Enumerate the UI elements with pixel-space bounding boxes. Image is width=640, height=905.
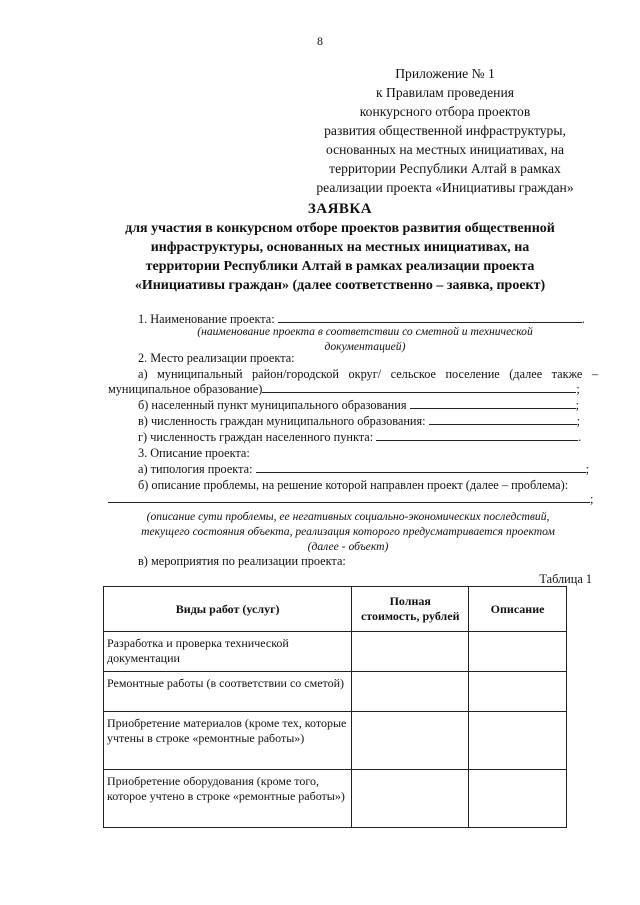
settlement-population-blank[interactable] (376, 429, 578, 441)
header-full-cost (352, 587, 469, 632)
note-line: (описание сути проблемы, ее негативных социально-экономических последствий, (146, 510, 550, 523)
description-cell[interactable] (469, 712, 567, 770)
header-description: Описание (469, 587, 567, 632)
description-cell[interactable] (469, 770, 567, 828)
appendix-line: конкурсного отбора проектов (359, 104, 531, 119)
title-heading: ЗАЯВКА (307, 201, 373, 217)
project-name-blank[interactable] (278, 311, 582, 323)
settlement-row (138, 397, 579, 413)
appendix-line: Приложение № 1 (395, 66, 495, 81)
settlement-blank[interactable] (410, 397, 576, 409)
page-number: 8 (317, 34, 323, 48)
header-full-cost-line: стоимость, рублей (360, 609, 460, 623)
problem-row (108, 491, 593, 507)
note-line: текущего состояния объекта, реализация которого предусматривается проектом (141, 525, 555, 538)
municipality-population-label: в) численность граждан муниципального образования: (138, 414, 426, 428)
problem-note (100, 509, 596, 554)
appendix-line: к Правилам проведения (376, 85, 514, 100)
table-row (104, 712, 567, 770)
title-line: «Инициативы граждан» (далее соответственно – заявка, проект) (134, 278, 546, 293)
cost-cell[interactable] (352, 672, 469, 712)
appendix-line: основанных на местных инициативах, на (325, 142, 565, 157)
title-line: территории Республики Алтай в рамках реализации проекта (145, 259, 535, 274)
work-type-cell: Приобретение материалов (кроме тех, которые учтены в строке «ремонтные работы») (104, 712, 352, 770)
table-row (104, 770, 567, 828)
problem-blank[interactable] (108, 491, 590, 503)
municipality-label: а) муниципальный район/городской округ/ сельское поселение (далее также – (138, 367, 598, 381)
header-full-cost-line: Полная (389, 594, 431, 608)
settlement-population-row (138, 429, 581, 445)
title-line: инфраструктуры, основанных на местных инициативах, на (150, 240, 530, 255)
title-line: для участия в конкурсном отборе проектов развития общественной (125, 221, 555, 236)
works-table (103, 586, 567, 828)
note-line: (далее - объект) (307, 540, 389, 553)
municipality-blank[interactable] (262, 381, 576, 393)
cost-cell[interactable] (352, 770, 469, 828)
note-line: документацией) (324, 340, 406, 353)
settlement-population-label: г) численность граждан населенного пункта: (138, 430, 374, 444)
settlement-label: б) населенный пункт муниципального образования (138, 398, 407, 412)
work-type-cell: Разработка и проверка технической документации (104, 632, 352, 672)
cost-cell[interactable] (352, 712, 469, 770)
project-name-label: 1. Наименование проекта: (138, 312, 275, 326)
problem-label: б) описание проблемы, на решение которой направлен проект (далее – проблема): (138, 478, 569, 492)
description-heading: 3. Описание проекта: (138, 446, 250, 460)
typology-label: а) типология проекта: (138, 462, 253, 476)
semicolon: ; (576, 382, 580, 396)
cost-cell[interactable] (352, 632, 469, 672)
municipality-row (108, 381, 580, 397)
description-cell[interactable] (469, 672, 567, 712)
location-heading: 2. Место реализации проекта: (138, 351, 295, 365)
header-work-types: Виды работ (услуг) (104, 587, 352, 632)
table-row (104, 672, 567, 712)
description-cell[interactable] (469, 632, 567, 672)
typology-row (138, 461, 589, 477)
period: . (581, 312, 585, 326)
appendix-line: территории Республики Алтай в рамках (329, 161, 561, 176)
document-title (90, 200, 590, 295)
table-row (104, 632, 567, 672)
work-type-cell: Приобретение оборудования (кроме того, которое учтено в строке «ремонтные работы») (104, 770, 352, 828)
semicolon: ; (575, 398, 579, 412)
note-line: (наименование проекта в соответствии со сметной и технической (197, 325, 533, 338)
work-type-cell: Ремонтные работы (в соответствии со сметой) (104, 672, 352, 712)
semicolon: ; (576, 414, 581, 428)
municipality-label-cont: муниципальное образование) (108, 382, 263, 396)
semicolon: ; (585, 462, 589, 476)
municipality-population-row (138, 413, 580, 429)
period: . (578, 430, 582, 444)
appendix-line: развития общественной инфраструктуры, (324, 123, 566, 138)
appendix-header (300, 64, 590, 197)
table-caption: Таблица 1 (539, 572, 592, 586)
table-header-row (104, 587, 567, 632)
activities-label: в) мероприятия по реализации проекта: (138, 554, 346, 568)
municipality-population-blank[interactable] (429, 413, 577, 425)
typology-blank[interactable] (256, 461, 586, 473)
semicolon: ; (590, 492, 594, 506)
appendix-line: реализации проекта «Инициативы граждан» (316, 180, 574, 195)
